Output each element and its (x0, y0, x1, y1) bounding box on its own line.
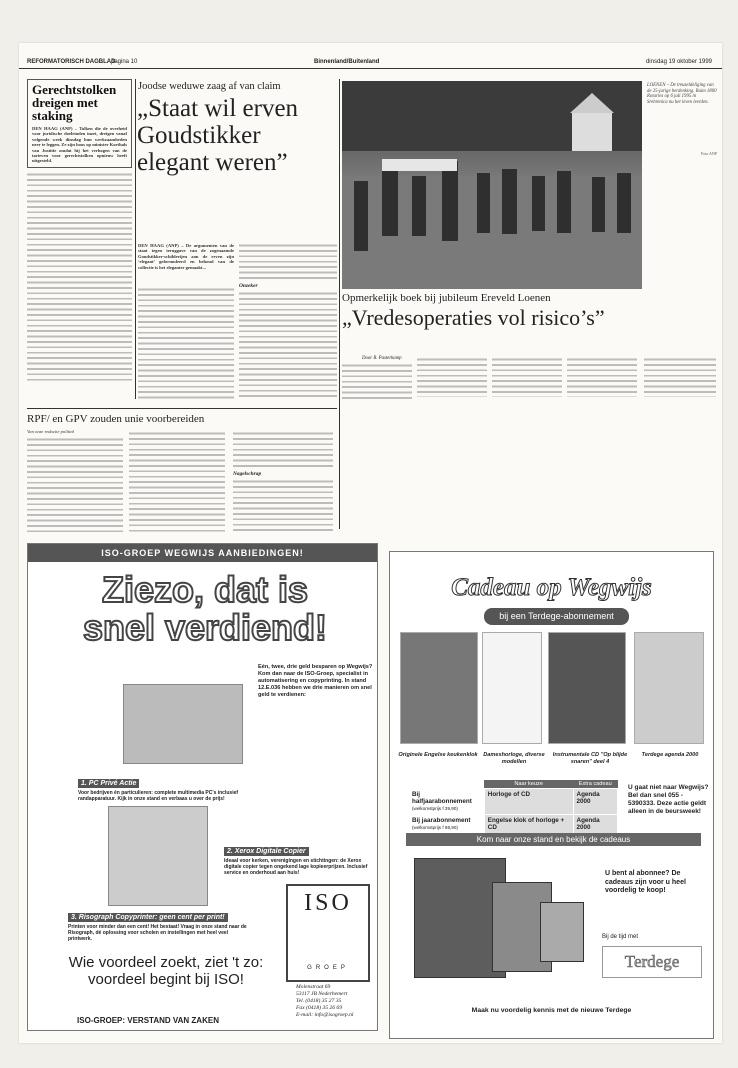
address-line: E-mail: info@isogroep.nl (296, 1012, 354, 1018)
rpf-body-col3a (233, 431, 333, 469)
iso-offer-3 (68, 906, 248, 942)
cd-image (548, 632, 626, 744)
rpf-byline: Van onze redactie politiek (27, 429, 75, 434)
photo-credit: Foto ANP (700, 151, 717, 156)
sidebar-box (27, 79, 132, 168)
address-line: Molenstraat 69 (296, 984, 331, 990)
sidebar-article (27, 79, 132, 382)
terdege-subtitle: bij een Terdege-abonnement (484, 608, 629, 625)
newspaper-page (19, 43, 722, 1043)
rpf-headline: RPF/ en GPV zouden unie voorbereiden (27, 413, 205, 425)
offer-3-title: 3. Risograph Copyprinter: geen cent per print! (68, 913, 228, 922)
main-body-col2b (239, 291, 337, 399)
row-choice: Horloge of CD (484, 789, 573, 815)
offer-2-title: 2. Xerox Digitale Copier (224, 847, 309, 856)
row-sub: (welkomstprijs f 98,90) (412, 825, 458, 830)
main-headline: „Staat wil erven Goudstikker elegant weren” (137, 95, 299, 176)
rpf-body-col2 (129, 431, 225, 533)
product-label-1: Originele Engelse keukenklok (398, 752, 478, 758)
column-divider-2 (339, 79, 340, 529)
second-body-col2 (417, 357, 487, 397)
iso-address (296, 984, 378, 1019)
second-kicker: Opmerkelijk boek bij jubileum Ereveld Loenen (342, 292, 551, 304)
main-body-col1 (138, 287, 234, 399)
terdege-tijd-text: Bij de tijd met (602, 934, 639, 940)
second-body-col1 (342, 363, 412, 399)
second-headline: „Vredesoperaties vol risico’s” (342, 305, 605, 330)
iso-logo-sub: GROEP (307, 965, 349, 971)
section-rule (27, 408, 337, 409)
copier-image (108, 806, 208, 906)
terdege-side-text: U gaat niet naar Wegwijs? Bel dan snel 055 - 5390333. Deze actie geldt alleen in de beursweek! (628, 784, 709, 815)
terdege-logo: Terdege (602, 946, 702, 978)
page-date: dinsdag 19 oktober 1999 (645, 59, 712, 65)
watch-image (482, 632, 542, 744)
agenda-image (634, 632, 704, 744)
main-subhead: Onzeker (239, 283, 258, 289)
page-number: pagina 10 (111, 59, 138, 65)
sidebar-body-text (27, 172, 132, 382)
iso-offer-2 (224, 840, 374, 876)
terdege-title: Cadeau op Wegwijs (451, 574, 652, 601)
row-sub: (welkomstprijs f 39,90) (412, 806, 458, 811)
address-line: Tel. (0418) 35 27 35 (296, 998, 342, 1004)
soldiers-scene (342, 81, 642, 289)
iso-logo-text: ISO (304, 890, 352, 916)
clock-image (400, 632, 478, 744)
terdege-advertisement (389, 551, 714, 1039)
offer-table (408, 780, 618, 834)
sidebar-lead: DEN HAAG (ANP) – Tolken die de overheid voor juridische doeleinden inzet, dreigen vanaf volgende week dinsdag hun werkzaamheden neer te leggen. Ze zijn boos op minister Korthals van Justitie omdat hij het verhogen van de tarieven voor gerechtstolken opnieuw heeft uitgesteld. (32, 126, 127, 164)
second-body-col5 (644, 357, 716, 397)
column-header: Naar keuze (484, 780, 573, 789)
product-label-3: Instrumentale CD "Op blijde snaren" deel 4 (552, 752, 628, 765)
iso-logo (286, 884, 370, 982)
main-kicker: Joodse weduwe zaag af van claim (138, 81, 281, 92)
main-body-col2a (239, 243, 337, 281)
offer-1-title: 1. PC Privé Actie (78, 779, 139, 788)
rpf-subhead: Nagelschrap (233, 471, 262, 477)
offer-2-desc: Ideaal voor kerken, verenigingen en stichtingen: de Xerox digitale copier tegen ongekend lage kopieerprijzen. Inclusief service en onderhoud aan huis! (224, 858, 368, 876)
pc-image (123, 684, 243, 764)
iso-closing: Wie voordeel zoekt, ziet 't zo: voordeel begint bij ISO! (68, 954, 264, 988)
offer-3-desc: Printen voor minder dan een cent! Het bestaat! Vraag in onze stand naar de Risograph, dé oplossing voor scholen en instellingen met heel veel printwerk. (68, 924, 247, 942)
iso-offer-1 (78, 772, 248, 802)
second-body-col3 (492, 357, 562, 397)
column-divider (135, 79, 136, 399)
second-body-col4 (567, 357, 637, 397)
news-photo (342, 81, 642, 289)
iso-banner: ISO-GROEP WEGWIJS AANBIEDINGEN! (28, 544, 377, 562)
iso-big-line-2: snel verdiend! (82, 607, 328, 648)
product-label-4: Terdege agenda 2000 (641, 752, 699, 758)
table-row (409, 815, 618, 834)
iso-intro: Eén, twee, drie geld besparen op Wegwijs? Kom dan naar de ISO-Groep, specialist in automatisering en copyprinting. In stand 12.E.036 hebben we drie manieren om snel geld te verdienen: (258, 664, 373, 698)
terdege-stand-banner: Kom naar onze stand en bekijk de cadeaus (406, 833, 701, 846)
terdege-abonnee-text: U bent al abonnee? De cadeaus zijn voor u heel voordelig te koop! (605, 870, 686, 894)
row-choice: Engelse klok of horloge + CD (484, 815, 573, 834)
main-lead: DEN HAAG (ANP) – De argumenten van de staat tegen teruggave van de zogenaamde Goudstikker-schilderijen aan de erven zijn ‘elegant’ geformuleerd en behoud van de collectie is het eleganter gemaakt... (138, 243, 234, 270)
rpf-body-col3b (233, 479, 333, 533)
magazine-cover-3 (540, 902, 584, 962)
rpf-body-col1 (27, 437, 123, 533)
iso-big-line-1: Ziezo, dat is (101, 569, 309, 610)
product-label-2: Dameshorloge, diverse modellen (483, 752, 545, 765)
iso-advertisement (27, 543, 378, 1031)
row-label: Bij halfjaarabonnement (412, 791, 472, 805)
offer-1-desc: Voor bedrijven én particulieren: complete multimedia PC's inclusief randapparatuur. Kijk in onze stand en verbaas u over de prijs! (78, 790, 239, 802)
section-name: Binnenland/Buitenland (314, 59, 380, 65)
address-line: 53117 JB Nederhemert (296, 991, 348, 997)
address-line: Fax (0418) 35 26 69 (296, 1005, 342, 1011)
row-label: Bij jaarabonnement (412, 817, 471, 824)
table-row (409, 789, 618, 815)
iso-footer: ISO-GROEP: VERSTAND VAN ZAKEN (77, 1016, 219, 1025)
row-extra: Agenda 2000 (573, 789, 617, 815)
terdege-footer: Maak nu voordelig kennis met de nieuwe Terdege (471, 1007, 632, 1014)
paper-name: REFORMATORISCH DAGBLAD (27, 59, 116, 65)
row-extra: Agenda 2000 (573, 815, 617, 834)
photo-caption: LOENEN – De treuzeldeliging van de 25-jarige herdenking. Ruim 1800 Rotaries op 6 juli 1995 in Srebrenica nu het leven leerden. (647, 83, 717, 105)
second-byline: Door R. Pasterkamp (362, 356, 402, 361)
column-header: Extra cadeau (573, 780, 617, 789)
page-header (19, 58, 722, 69)
sidebar-headline: Gerechtstolken dreigen met staking (32, 82, 117, 123)
